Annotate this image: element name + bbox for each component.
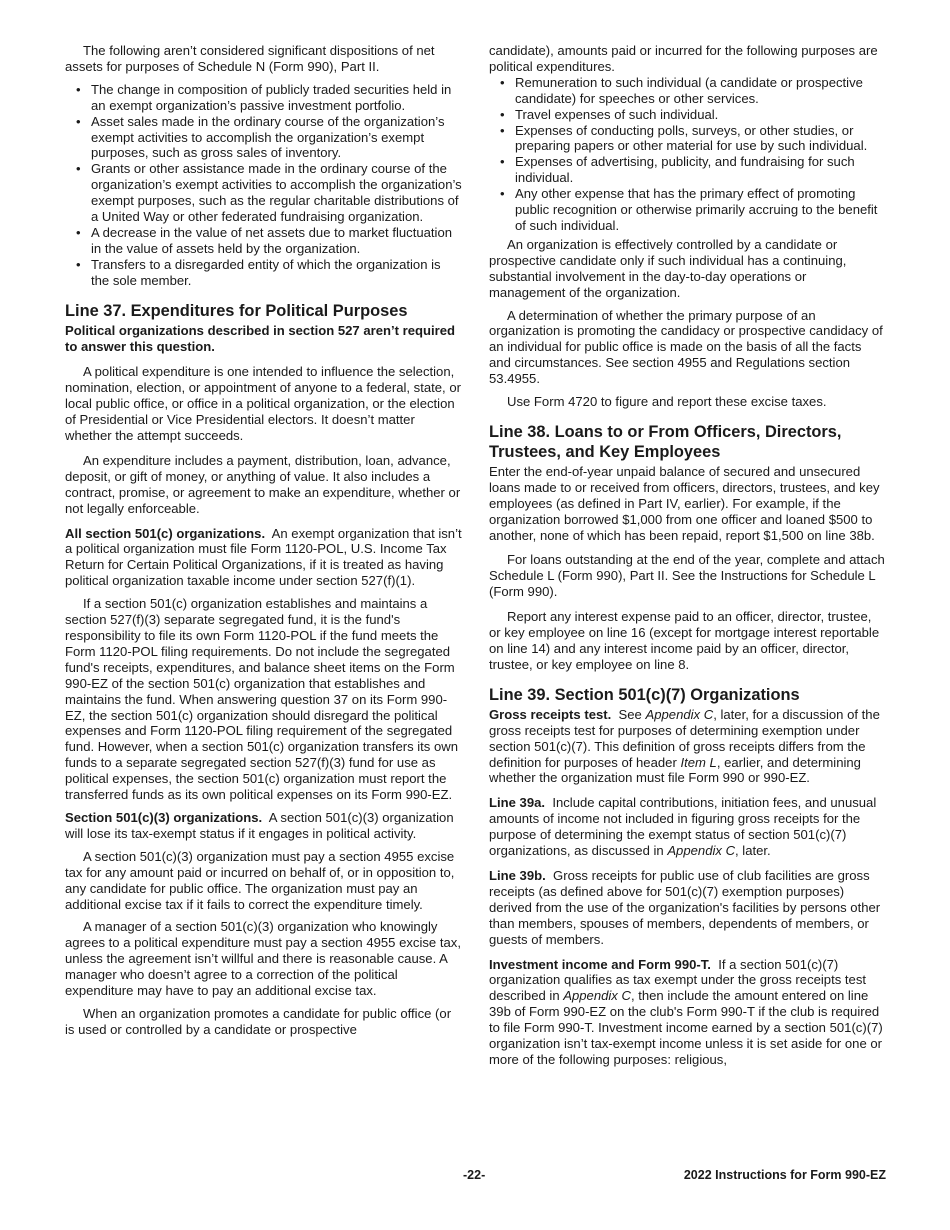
paragraph: A political expenditure is one intended to influence the selection, nomination, election, or appointment of anyone to a federal, state, or local public office, or office in a political organization, or the election of Presidential or Vice Presidential electors. It doesn’t matter whether the attempt succeeds. [65, 364, 461, 444]
paragraph: If a section 501(c) organization establishes and maintains a section 527(f)(3) separate segregated fund, it is the fund's responsibility to file its own Form 1120-POL if the fund meets the Form 1120-POL filing requirements. Do not include the segregated fund's receipts, expenditures, and balance sheet items on the Form 990-EZ of the section 501(c) organization that establishes and maintains the fund. When answering question 37 on its Form 990-EZ, the section 501(c) organization should disregard the political expenses and Form 1120-POL filing requirement of the segregated fund. However, when a section 501(c) organization transfers its own funds to a separate segregated section 527(f)(3) fund for use as political expenses, the section 501(c) organization must report the transferred funds as its own political expenses on its Form 990-EZ. [65, 596, 459, 803]
section-501c3-paragraph [65, 810, 462, 842]
run-in-heading: Investment income and Form 990-T. [489, 956, 711, 972]
page-footer [65, 1168, 886, 1186]
line39-heading: Line 39. Section 501(c)(7) Organizations [489, 685, 800, 704]
left-column [65, 43, 462, 1045]
list-item: • Remuneration to such individual (a candidate or prospective candidate) for speeches or other services. [515, 75, 886, 107]
continued-paragraph: candidate), amounts paid or incurred for the following purposes are political expenditures. [489, 43, 878, 74]
appendix-reference: Appendix C [645, 706, 714, 722]
paragraph: A manager of a section 501(c)(3) organization who knowingly agrees to a political expenditure must pay a section 4955 excise tax, unless the agreement isn’t willful and there is reasonable cause. A manager who doesn’t agree to a correction of the political expenditure may have to pay an additional excise tax. [65, 919, 461, 999]
paragraph-text: , then include the amount entered on line 39b of Form 990-EZ on the club's Form 990-T if the club is required to file Form 990-T. Investment income earned by a section 501(c)(7) organization isn’t tax-exempt income unless it is set aside for one or more of the following purposes: religious, [489, 988, 883, 1067]
appendix-reference: Appendix C [563, 988, 631, 1004]
all-501c-paragraph [65, 526, 462, 590]
list-item: • The change in composition of publicly traded securities held in an exempt organization’s passive investment portfolio. [91, 82, 462, 114]
paragraph-text: Gross receipts for public use of club facilities are gross receipts (as defined above for 501(c)(7) exemption purposes) derived from the use of the organization's facilities by persons other than members, spouses of members, dependents of members, or guests of members. [489, 867, 881, 947]
run-in-heading: Line 39a. [489, 795, 546, 811]
line37-heading: Line 37. Expenditures for Political Purposes [65, 301, 408, 320]
intro-paragraph: The following aren’t considered significant dispositions of net assets for purposes of Schedule N (Form 990), Part II. [65, 43, 435, 74]
list-item: • Expenses of advertising, publicity, and fundraising for such individual. [515, 154, 886, 186]
form-title: 2022 Instructions for Form 990-EZ [683, 1168, 886, 1182]
political-expenditures-list [489, 75, 886, 234]
appendix-reference: Appendix C [667, 843, 736, 859]
line38-heading: Line 38. Loans to or From Officers, Directors, Trustees, and Key Employees [489, 422, 842, 461]
paragraph: A section 501(c)(3) organization must pay a section 4955 excise tax for any amount paid or incurred on behalf of, or in opposition to, any candidate for public office. The organization must pay an additional excise tax if it fails to correct the expenditure timely. [65, 848, 455, 912]
right-column [489, 43, 886, 1075]
paragraph-text: An exempt organization that isn’t a political organization must file Form 1120-POL, U.S. Income Tax Return for Certain Political Organizations, if it is treated as having political organization taxable income under section 527(f)(1). [65, 525, 462, 589]
paragraph-text: See [618, 706, 646, 722]
paragraph: Use Form 4720 to figure and report these excise taxes. [507, 394, 827, 410]
paragraph-text: , later. [735, 843, 771, 859]
paragraph: An organization is effectively controlled by a candidate or prospective candidate only if such individual has a continuing, substantial involvement in the day-to-day operations or management of the organization. [489, 236, 847, 300]
paragraph-text: If a section 501(c)(7) organization qualifies as tax exempt under the gross receipts test described in [489, 956, 867, 1004]
line39b-paragraph [489, 868, 886, 948]
paragraph: When an organization promotes a candidate for public office (or is used or controlled by a candidate or prospective [65, 1005, 452, 1037]
gross-receipts-test-paragraph [489, 707, 886, 787]
item-reference: Item L [680, 754, 717, 770]
run-in-heading: Gross receipts test. [489, 706, 612, 722]
run-in-heading: Section 501(c)(3) organizations. [65, 809, 263, 825]
investment-income-paragraph [489, 957, 886, 1068]
line39a-paragraph [489, 795, 886, 859]
run-in-heading: All section 501(c) organizations. [65, 525, 266, 541]
paragraph: An expenditure includes a payment, distribution, loan, advance, deposit, or gift of money, or anything of value. It also includes a contract, promise, or agreement to make an expenditure, whether or not legally enforceable. [65, 452, 461, 516]
paragraph: For loans outstanding at the end of the year, complete and attach Schedule L (Form 990), Part II. See the Instructions for Schedule L (Form 990). [489, 552, 885, 600]
list-item: • Transfers to a disregarded entity of which the organization is the sole member. [91, 257, 462, 289]
paragraph-text: , later, for a discussion of the gross receipts test for purposes of determining exemption under section 501(c)(7). This definition of gross receipts differs from the definition for purposes of header [489, 706, 880, 770]
list-item: • Any other expense that has the primary effect of promoting public recognition or otherwise primarily accruing to the benefit of such individual. [515, 186, 886, 234]
list-item: • Expenses of conducting polls, surveys, or other studies, or preparing papers or other material for use by such individual. [515, 123, 886, 155]
run-in-heading: Line 39b. [489, 867, 546, 883]
list-item: • Asset sales made in the ordinary course of the organization’s exempt activities to accomplish the organization’s exempt purposes, such as gross sales of inventory. [91, 114, 462, 162]
paragraph: A determination of whether the primary purpose of an organization is promoting the candidacy or prospective candidacy of an individual for public office is made on the basis of all the facts and circumstances. See section 4955 and Regulations section 53.4955. [489, 307, 883, 387]
line37-note: Political organizations described in section 527 aren’t required to answer this question. [65, 322, 456, 354]
list-item: • Grants or other assistance made in the ordinary course of the organization’s exempt activities to accomplish the organization’s exempt purposes, such as the regular charitable distributions of a United Way or other federated fundraising organization. [91, 161, 462, 225]
page-number: -22- [463, 1168, 486, 1182]
list-item: • A decrease in the value of net assets due to market fluctuation in the value of assets held by the organization. [91, 225, 462, 257]
paragraph-text: A section 501(c)(3) organization will lose its tax-exempt status if it engages in political activity. [65, 809, 454, 841]
paragraph: Report any interest expense paid to an officer, director, trustee, or key employee on line 16 (except for mortgage interest reportable on line 14) and any interest income paid by an officer, director, trustee, or key employee on line 8. [489, 609, 880, 672]
paragraph-text: Include capital contributions, initiation fees, and unusual amounts of income not included in figuring gross receipts for the purpose of determining the exempt status of section 501(c)(7) organizations, as discussed in [489, 795, 877, 859]
paragraph-text: , earlier, and determining whether the organization must file Form 990 or 990-EZ. [489, 754, 861, 786]
paragraph: Enter the end-of-year unpaid balance of secured and unsecured loans made to or received from officers, directors, trustees, and key employees (as defined in Part IV, earlier). For example, if the organization borrowed $1,000 from one officer and loaned $500 to another, none of which has been repaid, report $1,500 on line 38b. [489, 463, 880, 543]
dispositions-list [65, 82, 462, 289]
list-item: • Travel expenses of such individual. [515, 107, 886, 123]
